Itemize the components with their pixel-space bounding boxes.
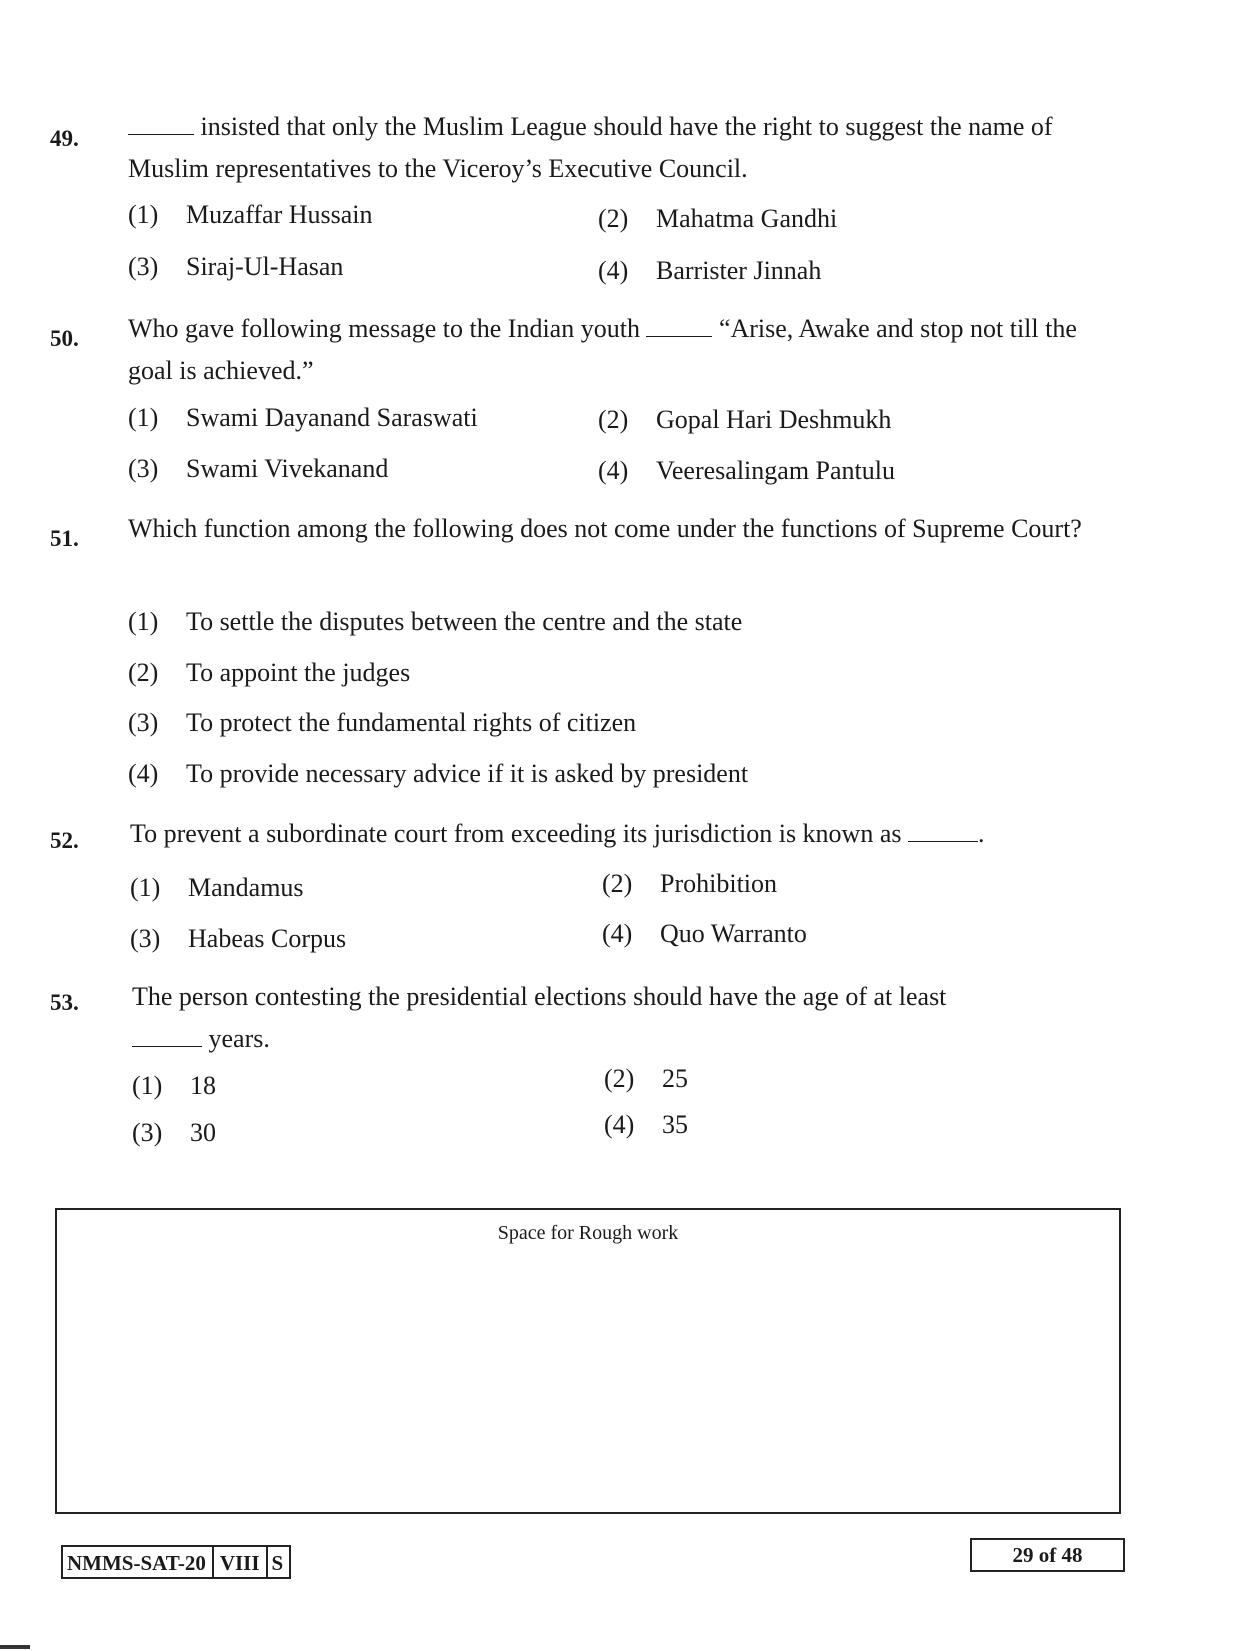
- question-text-before-blank: Which function among the following does not come under the functions of Supreme Court?: [128, 514, 1082, 543]
- question-number: 53.: [50, 990, 79, 1015]
- question-number: 50.: [50, 326, 79, 351]
- option-1[interactable]: [128, 200, 373, 230]
- scan-edge-mark: [0, 1645, 30, 1649]
- option-text: Siraj-Ul-Hasan: [186, 252, 344, 281]
- option-4[interactable]: [604, 1110, 688, 1140]
- option-3[interactable]: [128, 454, 388, 484]
- option-text: Quo Warranto: [660, 919, 807, 948]
- class-code: VIII: [212, 1547, 268, 1577]
- option-number: (4): [598, 456, 629, 485]
- exam-code-box: [61, 1545, 291, 1579]
- option-text: To provide necessary advice if it is asked by president: [186, 759, 749, 788]
- question-text-before-blank: Who gave following message to the Indian youth: [128, 314, 640, 343]
- option-text: Mandamus: [188, 873, 304, 902]
- option-number: (3): [128, 708, 159, 737]
- option-3[interactable]: [128, 708, 636, 738]
- option-1[interactable]: [130, 873, 304, 903]
- option-text: Gopal Hari Deshmukh: [656, 405, 892, 434]
- set-code: S: [271, 1551, 284, 1575]
- option-2[interactable]: [602, 869, 777, 899]
- question-text: [128, 508, 1088, 550]
- option-3[interactable]: [130, 924, 346, 954]
- answer-blank: [128, 114, 194, 135]
- question-text-after-blank: .: [978, 819, 985, 848]
- option-number: (4): [128, 759, 159, 788]
- option-1[interactable]: [128, 607, 742, 637]
- option-text: Barrister Jinnah: [656, 256, 822, 285]
- answer-blank: [646, 316, 712, 337]
- question-text-before-blank: To prevent a subordinate court from exceeding its jurisdiction is known as: [130, 819, 902, 848]
- option-1[interactable]: [132, 1071, 216, 1101]
- question-number: 52.: [50, 828, 79, 853]
- option-number: (1): [128, 403, 159, 432]
- question-text-after-blank: years.: [208, 1024, 270, 1053]
- option-4[interactable]: [602, 919, 807, 949]
- option-text: To appoint the judges: [186, 658, 411, 687]
- option-text: Muzaffar Hussain: [186, 200, 373, 229]
- question-text: [132, 976, 1087, 1060]
- option-number: (2): [602, 869, 633, 898]
- option-number: (3): [132, 1118, 163, 1147]
- question-text-after-blank: “Arise, Awake and stop not till the goal is achieved.”: [128, 314, 1077, 385]
- option-2[interactable]: [598, 405, 891, 435]
- option-number: (4): [604, 1110, 635, 1139]
- option-number: (1): [128, 607, 159, 636]
- page-number: 29 of 48: [970, 1538, 1125, 1572]
- option-1[interactable]: [128, 403, 478, 433]
- option-number: (2): [128, 658, 159, 687]
- option-2[interactable]: [598, 204, 837, 234]
- option-number: (1): [132, 1071, 163, 1100]
- option-3[interactable]: [132, 1118, 216, 1148]
- option-number: (3): [130, 924, 161, 953]
- question-text-after-blank: insisted that only the Muslim League should have the right to suggest the name of Muslim representatives to the Viceroy’s Executive Council.: [128, 112, 1053, 183]
- rough-work-label: Space for Rough work: [497, 1222, 679, 1244]
- option-number: (4): [598, 256, 629, 285]
- question-text: [130, 813, 1095, 855]
- option-text: To settle the disputes between the centre and the state: [186, 607, 743, 636]
- rough-work-box: [55, 1208, 1121, 1514]
- option-text: 30: [190, 1118, 216, 1147]
- option-number: (3): [128, 454, 159, 483]
- option-number: (2): [598, 204, 629, 233]
- option-number: (2): [604, 1064, 635, 1093]
- option-number: (1): [128, 200, 159, 229]
- option-text: Prohibition: [660, 869, 778, 898]
- option-text: Swami Dayanand Saraswati: [186, 403, 478, 432]
- answer-blank: [132, 1026, 202, 1047]
- option-number: (1): [130, 873, 161, 902]
- option-4[interactable]: [598, 256, 821, 286]
- question-number: 49.: [50, 126, 79, 151]
- option-text: 35: [662, 1110, 688, 1139]
- answer-blank: [908, 821, 978, 842]
- option-text: Swami Vivekanand: [186, 454, 389, 483]
- option-4[interactable]: [128, 759, 748, 789]
- option-text: Veeresalingam Pantulu: [656, 456, 895, 485]
- option-number: (4): [602, 919, 633, 948]
- question-text: [128, 308, 1088, 392]
- option-text: Habeas Corpus: [188, 924, 347, 953]
- question-text: [128, 106, 1088, 190]
- option-number: (3): [128, 252, 159, 281]
- question-text-before-blank: The person contesting the presidential elections should have the age of at least: [132, 982, 947, 1011]
- option-text: 18: [190, 1071, 216, 1100]
- option-3[interactable]: [128, 252, 343, 282]
- option-2[interactable]: [604, 1064, 688, 1094]
- exam-code: NMMS-SAT-20: [67, 1551, 206, 1575]
- option-text: To protect the fundamental rights of citizen: [186, 708, 637, 737]
- option-4[interactable]: [598, 456, 895, 486]
- question-number: 51.: [50, 526, 79, 551]
- option-text: 25: [662, 1064, 688, 1093]
- option-text: Mahatma Gandhi: [656, 204, 838, 233]
- option-number: (2): [598, 405, 629, 434]
- option-2[interactable]: [128, 658, 410, 688]
